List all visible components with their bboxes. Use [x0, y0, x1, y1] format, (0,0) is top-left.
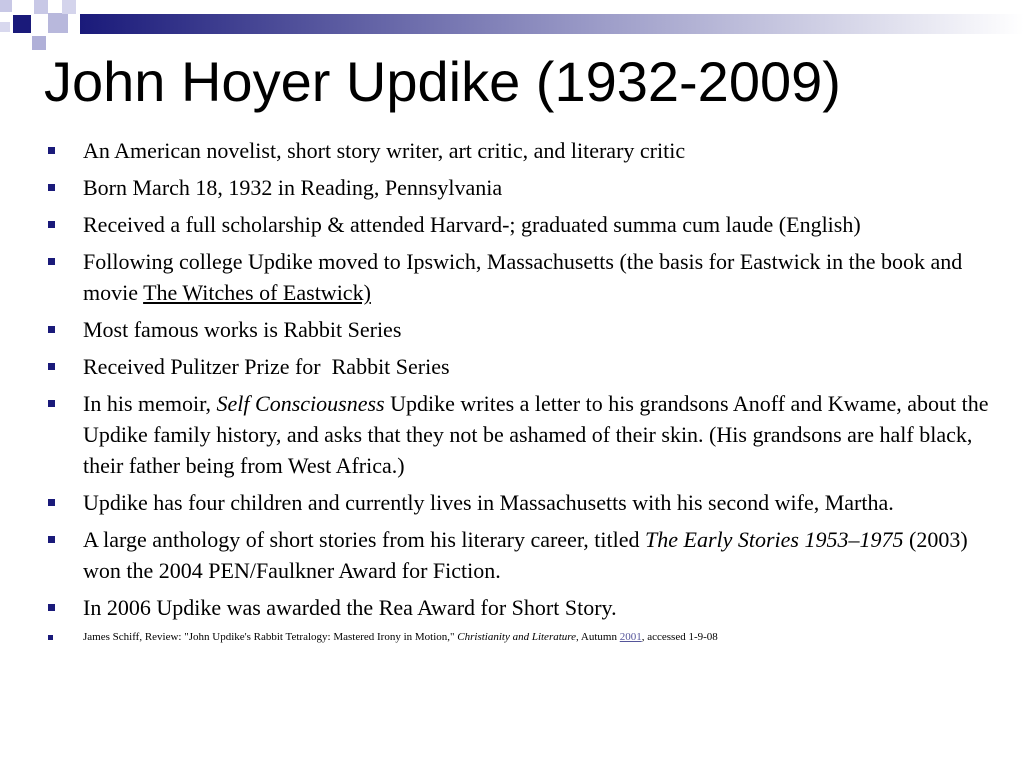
movie-title: The Witches of Eastwick)	[143, 280, 371, 305]
bullet-square-icon	[48, 499, 55, 506]
decor-square	[62, 0, 76, 14]
citation-item	[48, 629, 998, 645]
bullet-list	[48, 135, 998, 651]
bullet-text: Following college Updike moved to Ipswich, Massachusetts (the basis for Eastwick in the book and movie	[83, 249, 963, 305]
bullet-item	[48, 351, 998, 382]
bullet-square-icon	[48, 363, 55, 370]
bullet-square-icon	[48, 184, 55, 191]
bullet-text: In 2006 Updike was awarded the Rea Award for Short Story.	[83, 595, 617, 620]
bullet-text: In his memoir,	[83, 391, 217, 416]
decor-square	[32, 36, 46, 50]
bullet-text: (2003) won the 2004 PEN/Faulkner Award for Fiction.	[83, 527, 968, 583]
decor-square	[48, 13, 68, 33]
decor-square	[0, 0, 12, 12]
bullet-item	[48, 314, 998, 345]
bullet-square-icon	[48, 635, 53, 640]
memoir-title: Self Consciousness	[216, 391, 385, 416]
decor-square	[13, 15, 31, 33]
bullet-square-icon	[48, 147, 55, 154]
slide-title: John Hoyer Updike (1932-2009)	[44, 50, 841, 113]
bullet-item	[48, 246, 998, 308]
bullet-text: Received a full scholarship & attended Harvard-; graduated summa cum laude (English)	[83, 212, 861, 237]
bullet-item	[48, 524, 998, 586]
bullet-item	[48, 209, 998, 240]
bullet-item	[48, 172, 998, 203]
citation-text: , Autumn	[576, 631, 620, 643]
bullet-item	[48, 487, 998, 518]
journal-title: Christianity and Literature	[457, 631, 577, 643]
decor-square	[0, 22, 10, 32]
decor-square	[34, 0, 48, 14]
bullet-square-icon	[48, 400, 55, 407]
bullet-square-icon	[48, 604, 55, 611]
bullet-item	[48, 592, 998, 623]
citation-text: James Schiff, Review: "John Updike's Rabbit Tetralogy: Mastered Irony in Motion,"	[83, 631, 458, 643]
bullet-text: An American novelist, short story writer, art critic, and literary critic	[83, 138, 686, 163]
bullet-text: A large anthology of short stories from his literary career, titled	[83, 527, 645, 552]
year-link[interactable]: 2001	[619, 631, 642, 643]
bullet-text: Updike writes a letter to his grandsons Anoff and Kwame, about the Updike family history, and asks that they not be ashamed of their skin. (His grandsons are half black, their father being from West Africa.)	[83, 391, 989, 478]
decor-gradient-bar	[80, 14, 1024, 34]
anthology-title: The Early Stories 1953–1975	[645, 527, 904, 552]
bullet-text: Received Pulitzer Prize for Rabbit Series	[83, 354, 450, 379]
bullet-square-icon	[48, 326, 55, 333]
bullet-square-icon	[48, 221, 55, 228]
bullet-item	[48, 135, 998, 166]
bullet-text: Most famous works is Rabbit Series	[83, 317, 402, 342]
bullet-text: Born March 18, 1932 in Reading, Pennsylvania	[83, 175, 503, 200]
citation-text: , accessed 1-9-08	[641, 631, 718, 643]
bullet-text: Updike has four children and currently lives in Massachusetts with his second wife, Martha.	[83, 490, 894, 515]
bullet-item	[48, 388, 998, 481]
bullet-square-icon	[48, 258, 55, 265]
bullet-square-icon	[48, 536, 55, 543]
